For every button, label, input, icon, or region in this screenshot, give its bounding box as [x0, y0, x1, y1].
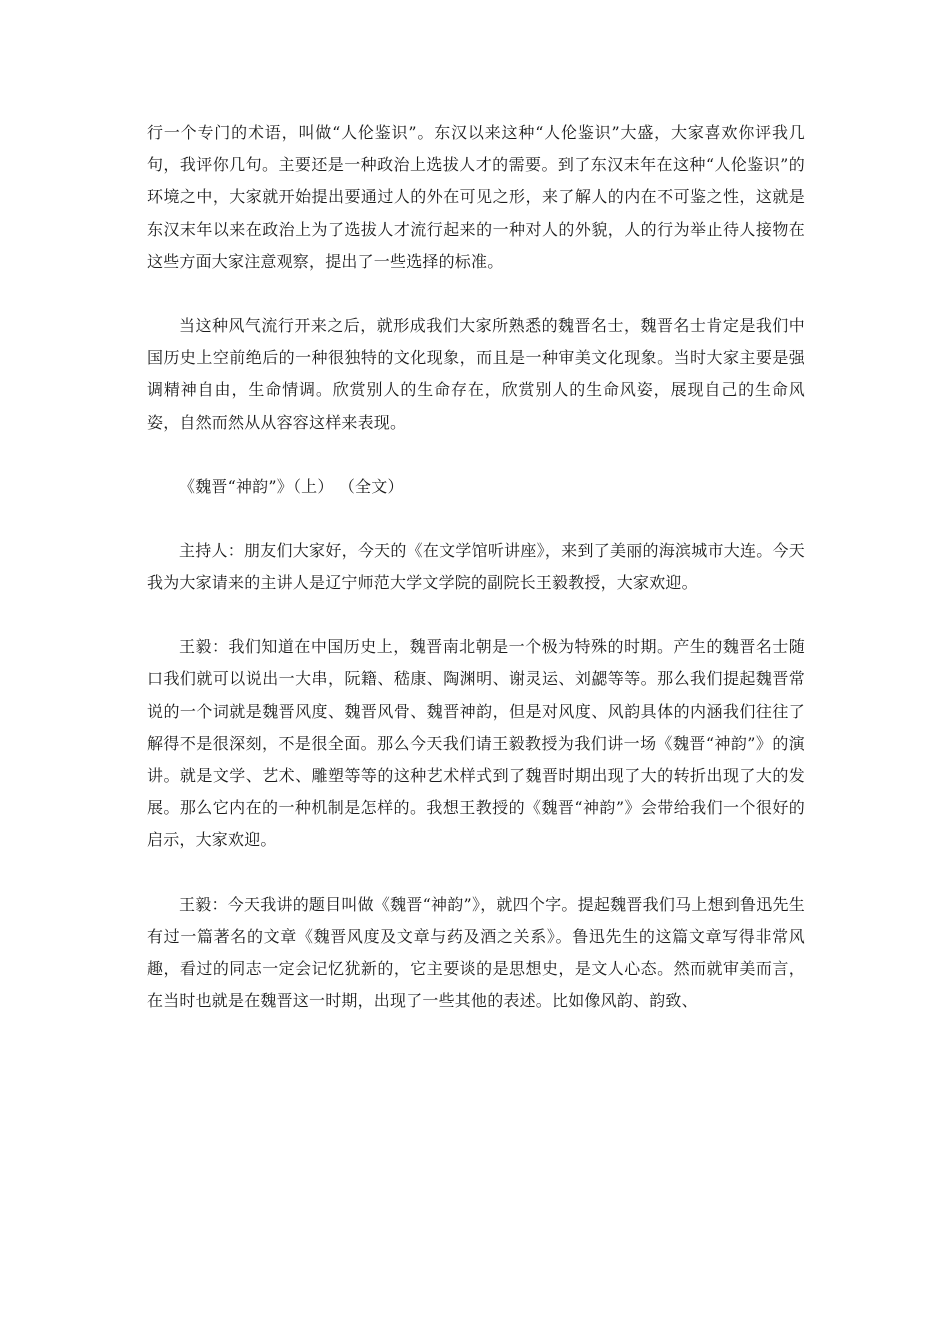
article-heading: 《魏晋“神韵”》（上） （全文）	[179, 476, 404, 496]
paragraph-gap	[147, 278, 805, 310]
paragraph-gap	[147, 599, 805, 631]
paragraph-gap	[147, 439, 805, 471]
paragraph-gap	[147, 857, 805, 889]
paragraph-wang-yi-1: 王毅：我们知道在中国历史上，魏晋南北朝是一个极为特殊的时期。产生的魏晋名士随口我们就可以说出一大串，阮籍、嵇康、陶渊明、谢灵运、刘勰等等。那么我们提起魏晋常说的一个词就是魏晋风度、魏晋风骨、魏晋神韵，但是对风度、风韵具体的内涵我们往往了解得不是很深刻，不是很全面。那么今天我们请王毅教授为我们讲一场《魏晋“神韵”》的演讲。就是文学、艺术、雕塑等等的这种艺术样式到了魏晋时期出现了大的转折出现了大的发展。那么它内在的一种机制是怎样的。我想王教授的《魏晋“神韵”》会带给我们一个很好的启示，大家欢迎。	[147, 637, 805, 850]
paragraph-gap	[147, 503, 805, 535]
paragraph-host-intro: 主持人：朋友们大家好，今天的《在文学馆听讲座》，来到了美丽的海滨城市大连。今天我为大家请来的主讲人是辽宁师范大学文学院的副院长王毅教授，大家欢迎。	[147, 540, 805, 593]
document-page	[147, 117, 805, 1017]
paragraph-continuation: 行一个专门的术语，叫做“人伦鉴识”。东汉以来这种“人伦鉴识”大盛，大家喜欢你评我几句，我评你几句。主要还是一种政治上选拔人才的需要。到了东汉末年在这种“人伦鉴识”的环境之中，大家就开始提出要通过人的外在可见之形，来了解人的内在不可鉴之性，这就是东汉末年以来在政治上为了选拔人才流行起来的一种对人的外貌，人的行为举止待人接物在这些方面大家注意观察，提出了一些选择的标准。	[147, 123, 805, 271]
paragraph-wei-jin-scholars: 当这种风气流行开来之后，就形成我们大家所熟悉的魏晋名士，魏晋名士肯定是我们中国历史上空前绝后的一种很独特的文化现象，而且是一种审美文化现象。当时大家主要是强调精神自由，生命情调。欣赏别人的生命存在，欣赏别人的生命风姿，展现自己的生命风姿，自然而然从从容容这样来表现。	[147, 316, 805, 432]
paragraph-wang-yi-2: 王毅：今天我讲的题目叫做《魏晋“神韵”》，就四个字。提起魏晋我们马上想到鲁迅先生有过一篇著名的文章《魏晋风度及文章与药及酒之关系》。鲁迅先生的这篇文章写得非常风趣，看过的同志一定会记忆犹新的，它主要谈的是思想史，是文人心态。然而就审美而言，在当时也就是在魏晋这一时期，出现了一些其他的表述。比如像风韵、韵致、	[147, 894, 805, 1011]
